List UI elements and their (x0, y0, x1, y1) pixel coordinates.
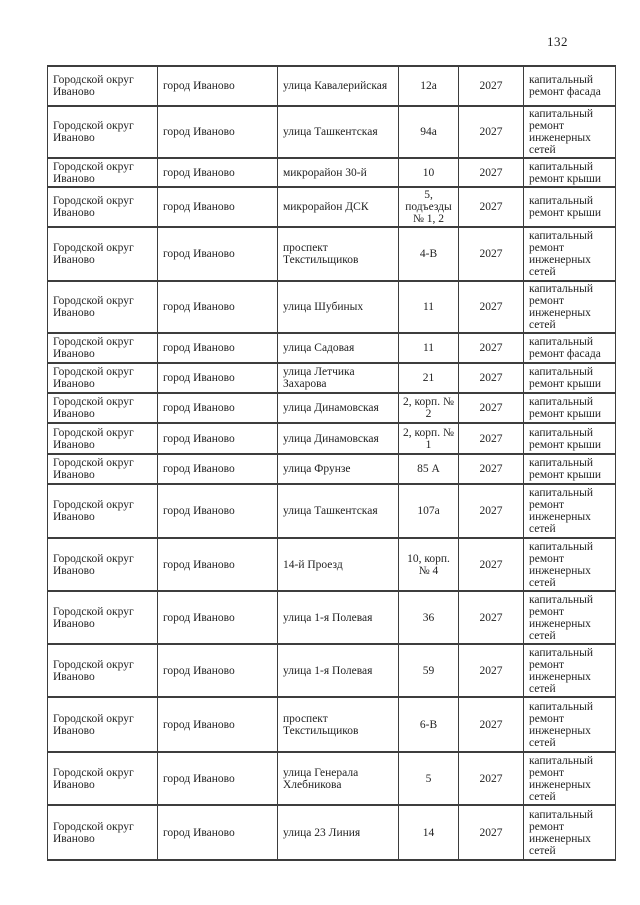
city-cell: город Иваново (158, 393, 278, 423)
street-cell: проспект Текстильщиков (278, 697, 399, 752)
municipality-cell: Городской округ Иваново (48, 423, 158, 454)
house-cell: 2, корп. № 2 (399, 393, 459, 423)
year-cell: 2027 (459, 333, 524, 363)
municipality-cell: Городской округ Иваново (48, 591, 158, 644)
house-cell: 59 (399, 644, 459, 697)
street-cell: улица Фрунзе (278, 454, 399, 484)
work-cell: капитальный ремонт инженерных сетей (524, 538, 616, 591)
municipality-cell: Городской округ Иваново (48, 697, 158, 752)
house-cell: 36 (399, 591, 459, 644)
house-cell: 85 А (399, 454, 459, 484)
house-cell: 11 (399, 281, 459, 333)
work-cell: капитальный ремонт инженерных сетей (524, 106, 616, 158)
city-cell: город Иваново (158, 106, 278, 158)
municipality-cell: Городской округ Иваново (48, 333, 158, 363)
street-cell: улица Ташкентская (278, 484, 399, 538)
street-cell: улица 23 Линия (278, 805, 399, 860)
street-cell: 14-й Проезд (278, 538, 399, 591)
street-cell: улица Динамовская (278, 393, 399, 423)
street-cell: улица Динамовская (278, 423, 399, 454)
work-cell: капитальный ремонт фасада (524, 66, 616, 106)
work-cell: капитальный ремонт инженерных сетей (524, 697, 616, 752)
schedule-table (47, 65, 616, 861)
city-cell: город Иваново (158, 484, 278, 538)
house-cell: 107а (399, 484, 459, 538)
house-cell: 5, подъезды № 1, 2 (399, 187, 459, 227)
street-cell: улица Садовая (278, 333, 399, 363)
street-cell: улица 1-я Полевая (278, 644, 399, 697)
city-cell: город Иваново (158, 187, 278, 227)
table-row (48, 158, 616, 187)
year-cell: 2027 (459, 752, 524, 805)
city-cell: город Иваново (158, 752, 278, 805)
work-cell: капитальный ремонт крыши (524, 158, 616, 187)
city-cell: город Иваново (158, 281, 278, 333)
city-cell: город Иваново (158, 333, 278, 363)
municipality-cell: Городской округ Иваново (48, 538, 158, 591)
table-row (48, 66, 616, 106)
municipality-cell: Городской округ Иваново (48, 363, 158, 393)
year-cell: 2027 (459, 363, 524, 393)
year-cell: 2027 (459, 591, 524, 644)
municipality-cell: Городской округ Иваново (48, 281, 158, 333)
table-row (48, 644, 616, 697)
city-cell: город Иваново (158, 423, 278, 454)
work-cell: капитальный ремонт крыши (524, 393, 616, 423)
year-cell: 2027 (459, 697, 524, 752)
year-cell: 2027 (459, 805, 524, 860)
house-cell: 12а (399, 66, 459, 106)
table-row (48, 363, 616, 393)
house-cell: 94а (399, 106, 459, 158)
city-cell: город Иваново (158, 158, 278, 187)
street-cell: улица Генерала Хлебникова (278, 752, 399, 805)
house-cell: 14 (399, 805, 459, 860)
city-cell: город Иваново (158, 644, 278, 697)
work-cell: капитальный ремонт инженерных сетей (524, 644, 616, 697)
municipality-cell: Городской округ Иваново (48, 484, 158, 538)
year-cell: 2027 (459, 538, 524, 591)
work-cell: капитальный ремонт инженерных сетей (524, 752, 616, 805)
street-cell: микрорайон ДСК (278, 187, 399, 227)
house-cell: 11 (399, 333, 459, 363)
table-row (48, 106, 616, 158)
municipality-cell: Городской округ Иваново (48, 393, 158, 423)
table-row (48, 805, 616, 860)
table-row (48, 393, 616, 423)
house-cell: 10 (399, 158, 459, 187)
table-row (48, 591, 616, 644)
municipality-cell: Городской округ Иваново (48, 752, 158, 805)
work-cell: капитальный ремонт крыши (524, 363, 616, 393)
street-cell: улица 1-я Полевая (278, 591, 399, 644)
city-cell: город Иваново (158, 591, 278, 644)
work-cell: капитальный ремонт инженерных сетей (524, 591, 616, 644)
house-cell: 2, корп. № 1 (399, 423, 459, 454)
year-cell: 2027 (459, 106, 524, 158)
table-row (48, 281, 616, 333)
street-cell: микрорайон 30-й (278, 158, 399, 187)
house-cell: 5 (399, 752, 459, 805)
table-row (48, 484, 616, 538)
street-cell: улица Кавалерийская (278, 66, 399, 106)
schedule-table-body (48, 66, 616, 860)
work-cell: капитальный ремонт инженерных сетей (524, 227, 616, 281)
table-row (48, 752, 616, 805)
year-cell: 2027 (459, 484, 524, 538)
work-cell: капитальный ремонт крыши (524, 187, 616, 227)
street-cell: улица Ташкентская (278, 106, 399, 158)
table-row (48, 187, 616, 227)
table-row (48, 454, 616, 484)
city-cell: город Иваново (158, 66, 278, 106)
year-cell: 2027 (459, 187, 524, 227)
year-cell: 2027 (459, 644, 524, 697)
street-cell: улица Шубиных (278, 281, 399, 333)
street-cell: улица Летчика Захарова (278, 363, 399, 393)
work-cell: капитальный ремонт инженерных сетей (524, 281, 616, 333)
city-cell: город Иваново (158, 538, 278, 591)
year-cell: 2027 (459, 423, 524, 454)
table-row (48, 697, 616, 752)
work-cell: капитальный ремонт инженерных сетей (524, 484, 616, 538)
work-cell: капитальный ремонт крыши (524, 454, 616, 484)
year-cell: 2027 (459, 66, 524, 106)
municipality-cell: Городской округ Иваново (48, 454, 158, 484)
municipality-cell: Городской округ Иваново (48, 66, 158, 106)
year-cell: 2027 (459, 454, 524, 484)
year-cell: 2027 (459, 227, 524, 281)
page-number: 132 (547, 34, 568, 49)
city-cell: город Иваново (158, 697, 278, 752)
city-cell: город Иваново (158, 363, 278, 393)
year-cell: 2027 (459, 158, 524, 187)
house-cell: 6-В (399, 697, 459, 752)
city-cell: город Иваново (158, 805, 278, 860)
city-cell: город Иваново (158, 454, 278, 484)
municipality-cell: Городской округ Иваново (48, 644, 158, 697)
municipality-cell: Городской округ Иваново (48, 805, 158, 860)
municipality-cell: Городской округ Иваново (48, 227, 158, 281)
work-cell: капитальный ремонт крыши (524, 423, 616, 454)
municipality-cell: Городской округ Иваново (48, 158, 158, 187)
house-cell: 4-В (399, 227, 459, 281)
municipality-cell: Городской округ Иваново (48, 187, 158, 227)
year-cell: 2027 (459, 281, 524, 333)
table-row (48, 227, 616, 281)
house-cell: 21 (399, 363, 459, 393)
house-cell: 10, корп. № 4 (399, 538, 459, 591)
work-cell: капитальный ремонт фасада (524, 333, 616, 363)
street-cell: проспект Текстильщиков (278, 227, 399, 281)
table-row (48, 538, 616, 591)
table-row (48, 333, 616, 363)
municipality-cell: Городской округ Иваново (48, 106, 158, 158)
work-cell: капитальный ремонт инженерных сетей (524, 805, 616, 860)
table-row (48, 423, 616, 454)
city-cell: город Иваново (158, 227, 278, 281)
year-cell: 2027 (459, 393, 524, 423)
